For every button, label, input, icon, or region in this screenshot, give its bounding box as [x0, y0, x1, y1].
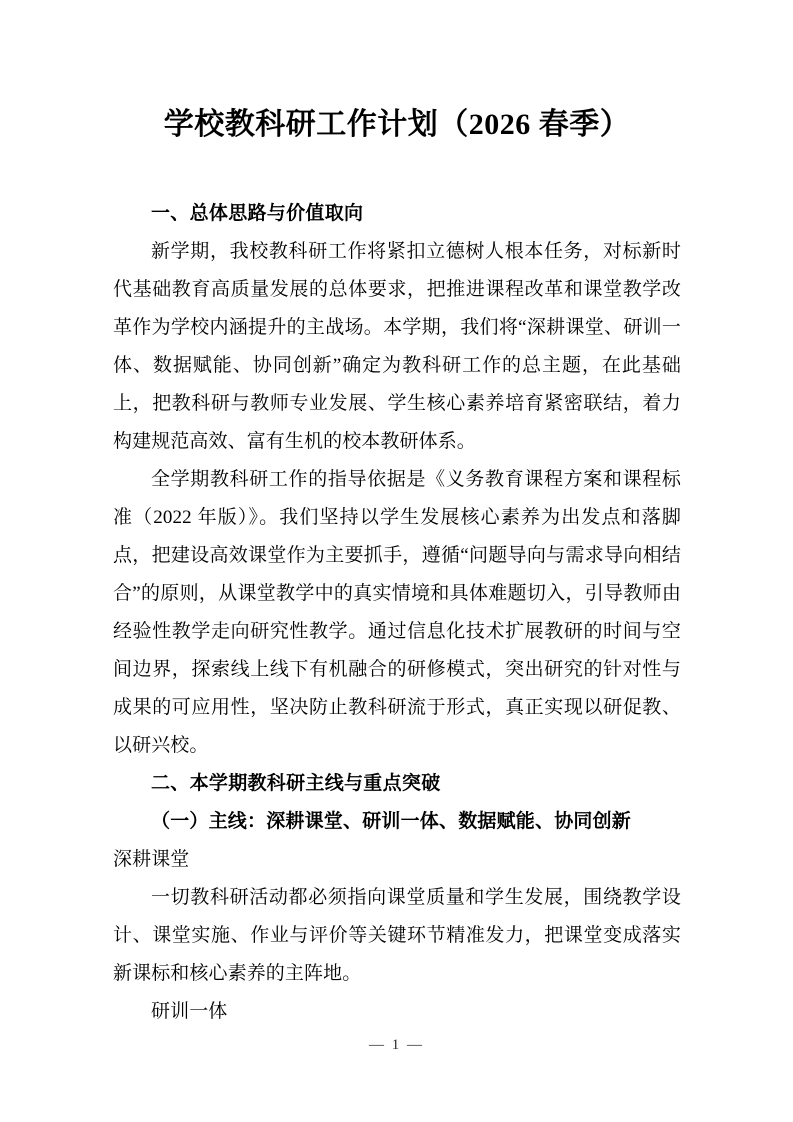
section-2-topic-2-label: 研训一体	[151, 1001, 228, 1022]
page-number-footer: — 1 —	[369, 1037, 424, 1053]
page-title: 学校教科研工作计划（2026 春季）	[163, 108, 631, 141]
section-heading-2: 二、本学期教科研主线与重点突破	[151, 773, 441, 794]
section-2-topic-1-label: 深耕课堂	[113, 849, 190, 870]
section-1-paragraph-2: 全学期教科研工作的指导依据是《义务教育课程方案和课程标准（2022 年版）》。我们坚持以学生发展核心素养为出发点和落脚点，把建设高效课堂作为主要抓手，遵循“问题导向与需求导向相结合”的原则，从课堂教学中的真实情境和具体难题切入，引导教师由经验性教学走向研究性教学。通过信息化技术扩展教研的时间与空间边界，探索线上线下有机融合的研修模式，突出研究的针对性与成果的可应用性，坚决防止教科研流于形式，真正实现以研促教、以研兴校。	[113, 469, 681, 756]
section-heading-1: 一、总体思路与价值取向	[151, 203, 364, 224]
section-2-topic-1-body: 一切教科研活动都必须指向课堂质量和学生发展，围绕教学设计、课堂实施、作业与评价等关键环节精准发力，把课堂变成落实新课标和核心素养的主阵地。	[113, 887, 681, 984]
section-1-paragraph-1: 新学期，我校教科研工作将紧扣立德树人根本任务，对标新时代基础教育高质量发展的总体要求，把推进课程改革和课堂教学改革作为学校内涵提升的主战场。本学期，我们将“深耕课堂、研训一体、数据赋能、协同创新”确定为教科研工作的总主题，在此基础上，把教科研与教师专业发展、学生核心素养培育紧密联结，着力构建规范高效、富有生机的校本教研体系。	[113, 241, 681, 452]
page-content	[113, 0, 681, 1031]
section-2-subheading-1: （一）主线：深耕课堂、研训一体、数据赋能、协同创新	[151, 811, 632, 832]
